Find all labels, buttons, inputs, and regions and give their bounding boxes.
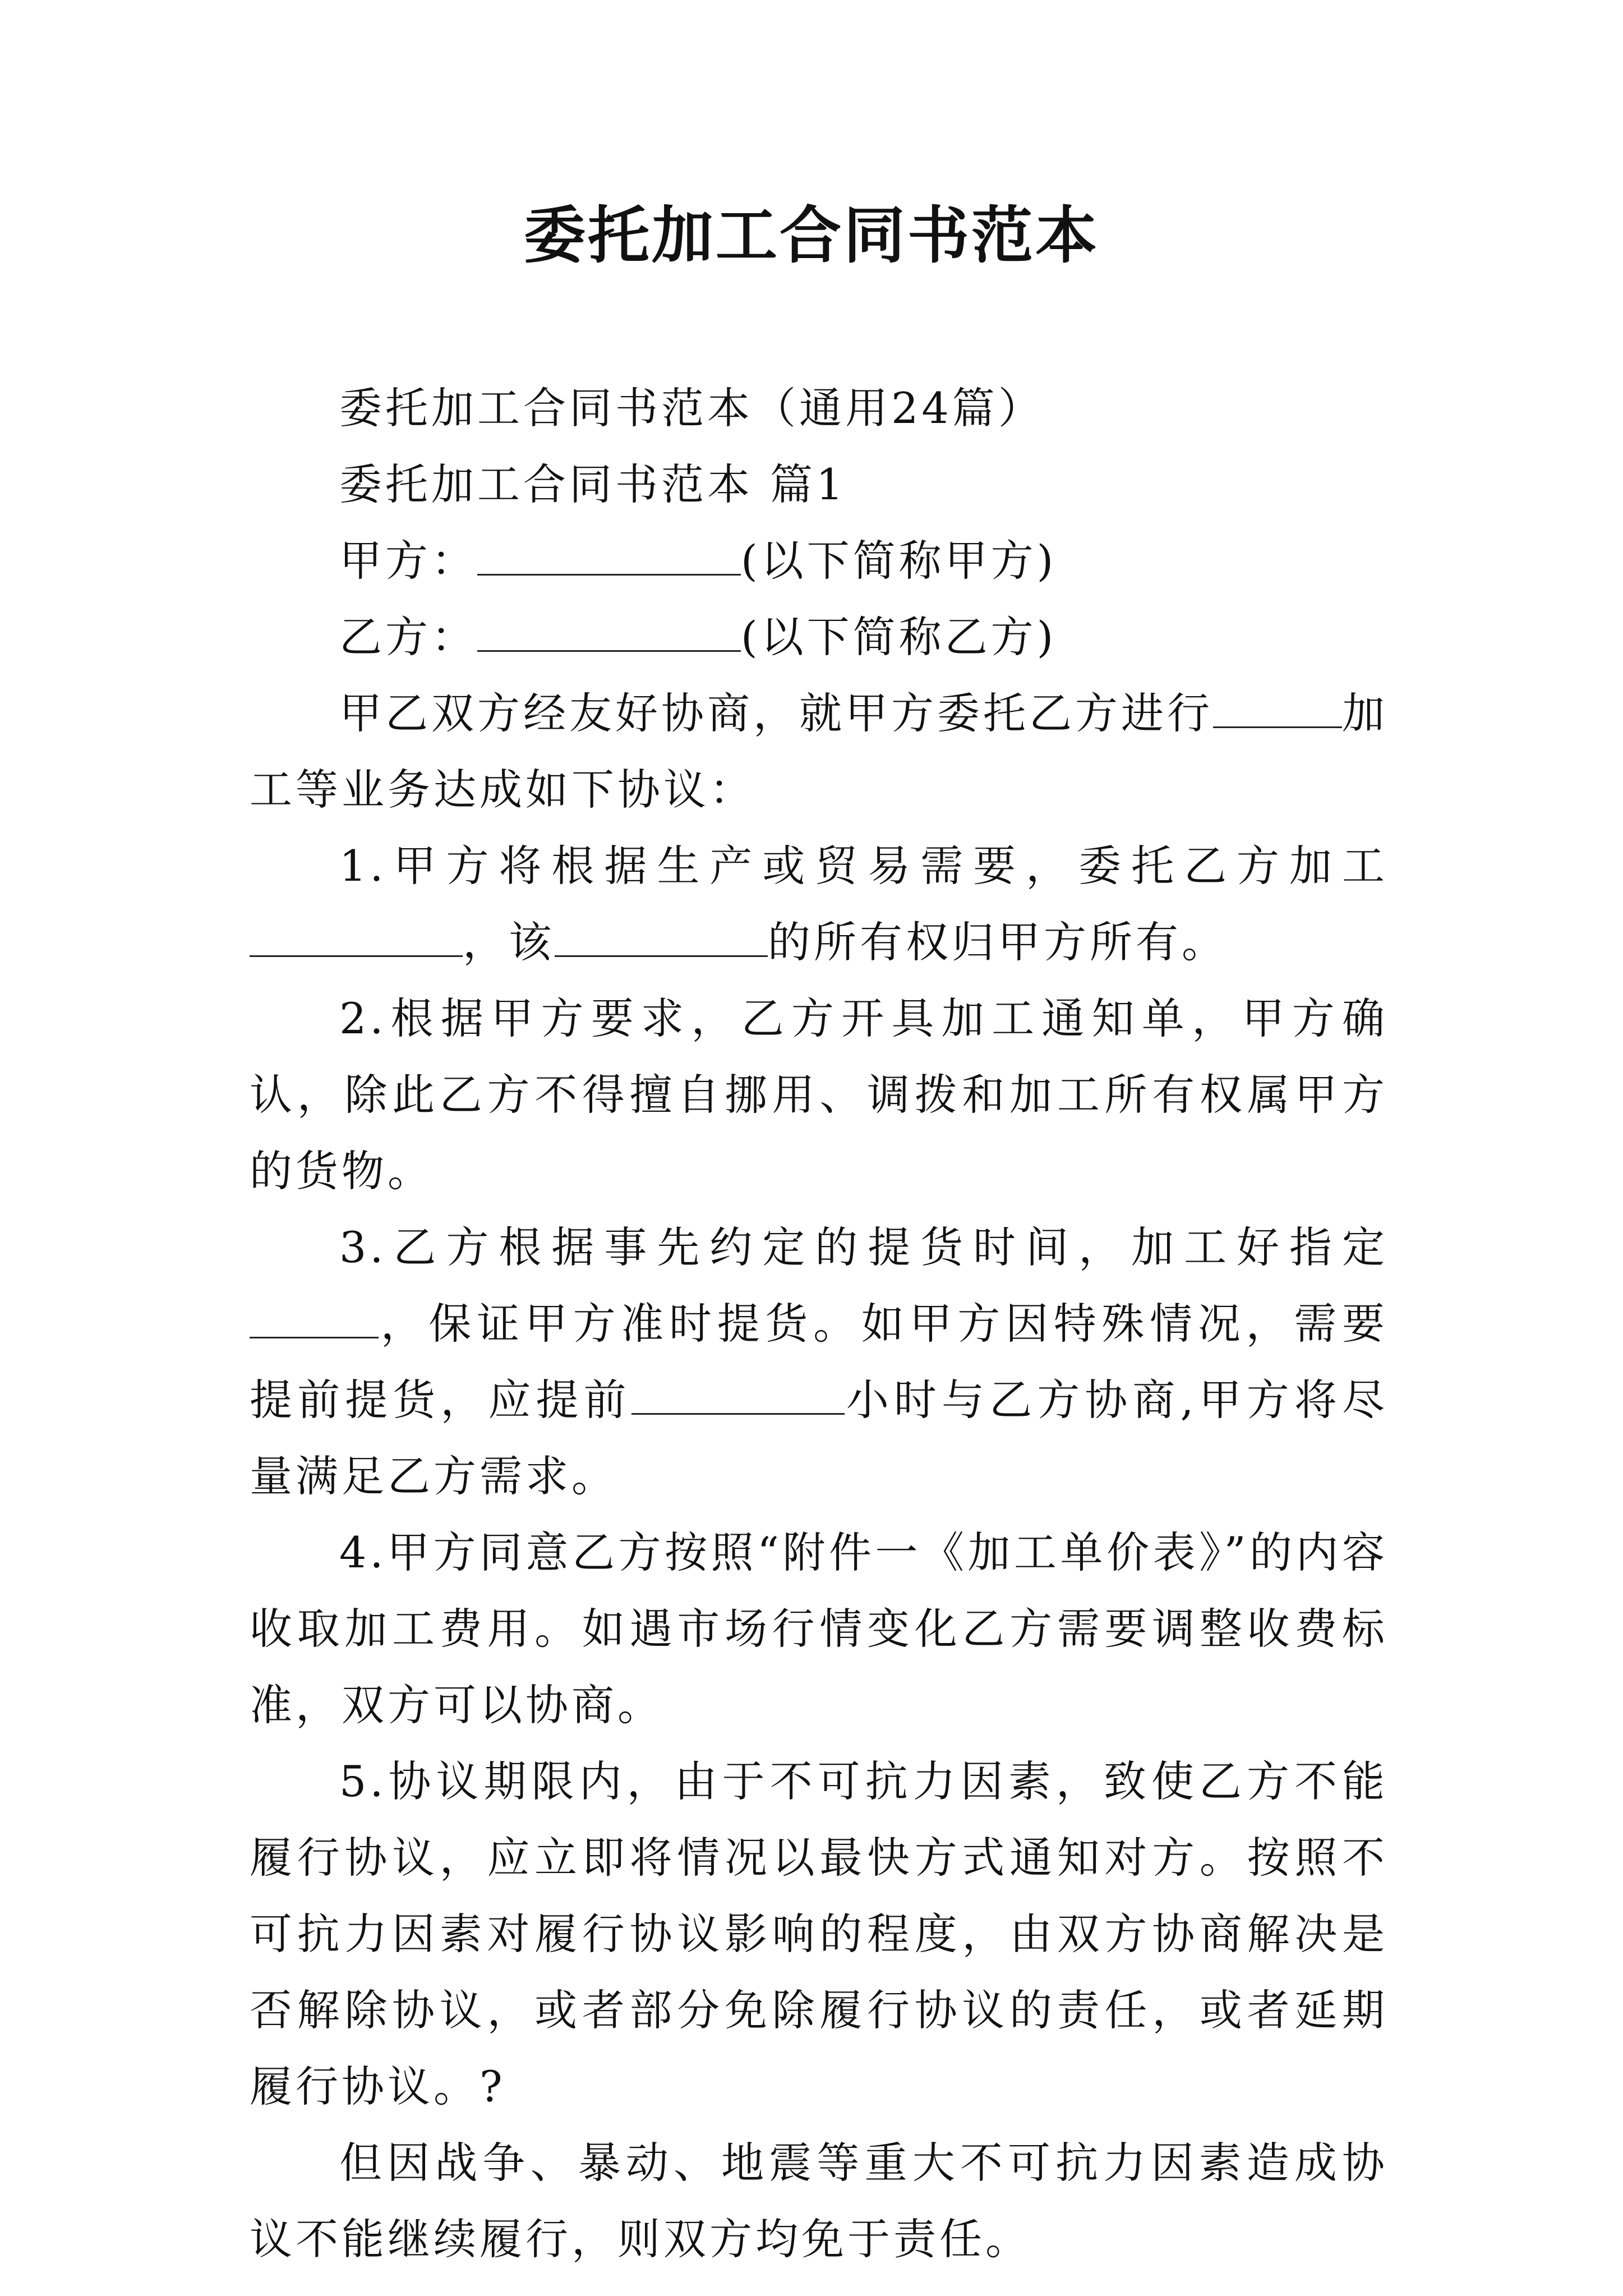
clause-4: 4.甲方同意乙方按照“附件一《加工单价表》”的内容收取加工费用。如遇市场行情变化乙方需要调整收费标准，双方可以协商。 [250, 1527, 1388, 1730]
party-b-label: 乙方： [339, 612, 477, 662]
intro-text-1: 甲乙双方经友好协商，就甲方委托乙方进行 [339, 688, 1213, 738]
clause-5-note: 但因战争、暴动、地震等重大不可抗力因素造成协议不能继续履行，则双方均免于责任。 [250, 2138, 1388, 2264]
party-a-blank [477, 537, 741, 576]
clause-3-text-1: 3.乙方根据事先约定的提货时间，加工好指定 [339, 1222, 1388, 1272]
subtitle: 委托加工合同书范本（通用24篇） [339, 383, 1044, 433]
clause-1 [250, 828, 1388, 981]
party-b-line [250, 599, 1388, 675]
clause-3-text-2: ，保证甲方准时提货。如甲方因特殊情况，需要提前提货，应提前 [250, 1299, 1388, 1425]
clause-1-text-2: ，该 [463, 917, 555, 967]
clause-3-text-3: 小时与乙方协商,甲方将尽量满足乙方需求。 [250, 1375, 1388, 1501]
clause-1-text-3: 的所有权归甲方所有。 [768, 917, 1228, 967]
party-b-blank [477, 613, 741, 652]
clause-3-blank-2 [631, 1376, 845, 1415]
party-b-suffix: (以下简称乙方) [741, 612, 1057, 662]
party-a-suffix: (以下简称甲方) [741, 536, 1057, 586]
party-a-label: 甲方： [339, 536, 477, 586]
document-title: 委托加工合同书范本 [524, 199, 1099, 272]
section-heading: 委托加工合同书范本 篇1 [339, 459, 847, 509]
clause-1-text-1: 1.甲方将根据生产或贸易需要，委托乙方加工 [339, 841, 1388, 891]
clause-2: 2.根据甲方要求，乙方开具加工通知单，甲方确认，除此乙方不得擅自挪用、调拨和加工所有权属甲方的货物。 [250, 993, 1388, 1196]
document-body [250, 370, 1388, 2277]
intro-text-2: 加工等业务达成如下协议： [250, 688, 1388, 815]
clause-3 [250, 1209, 1388, 1515]
party-a-line [250, 523, 1388, 599]
clause-1-blank-2 [555, 918, 768, 957]
clause-5: 5.协议期限内，由于不可抗力因素，致使乙方不能履行协议，应立即将情况以最快方式通知对方。按照不可抗力因素对履行协议影响的程度，由双方协商解决是否解除协议，或者部分免除履行协议的责任，或者延期履行协议。? [250, 1756, 1388, 2111]
clause-1-blank-1 [250, 918, 463, 957]
clause-3-blank-1 [250, 1300, 379, 1338]
intro-blank [1213, 689, 1342, 728]
intro-paragraph [250, 675, 1388, 828]
